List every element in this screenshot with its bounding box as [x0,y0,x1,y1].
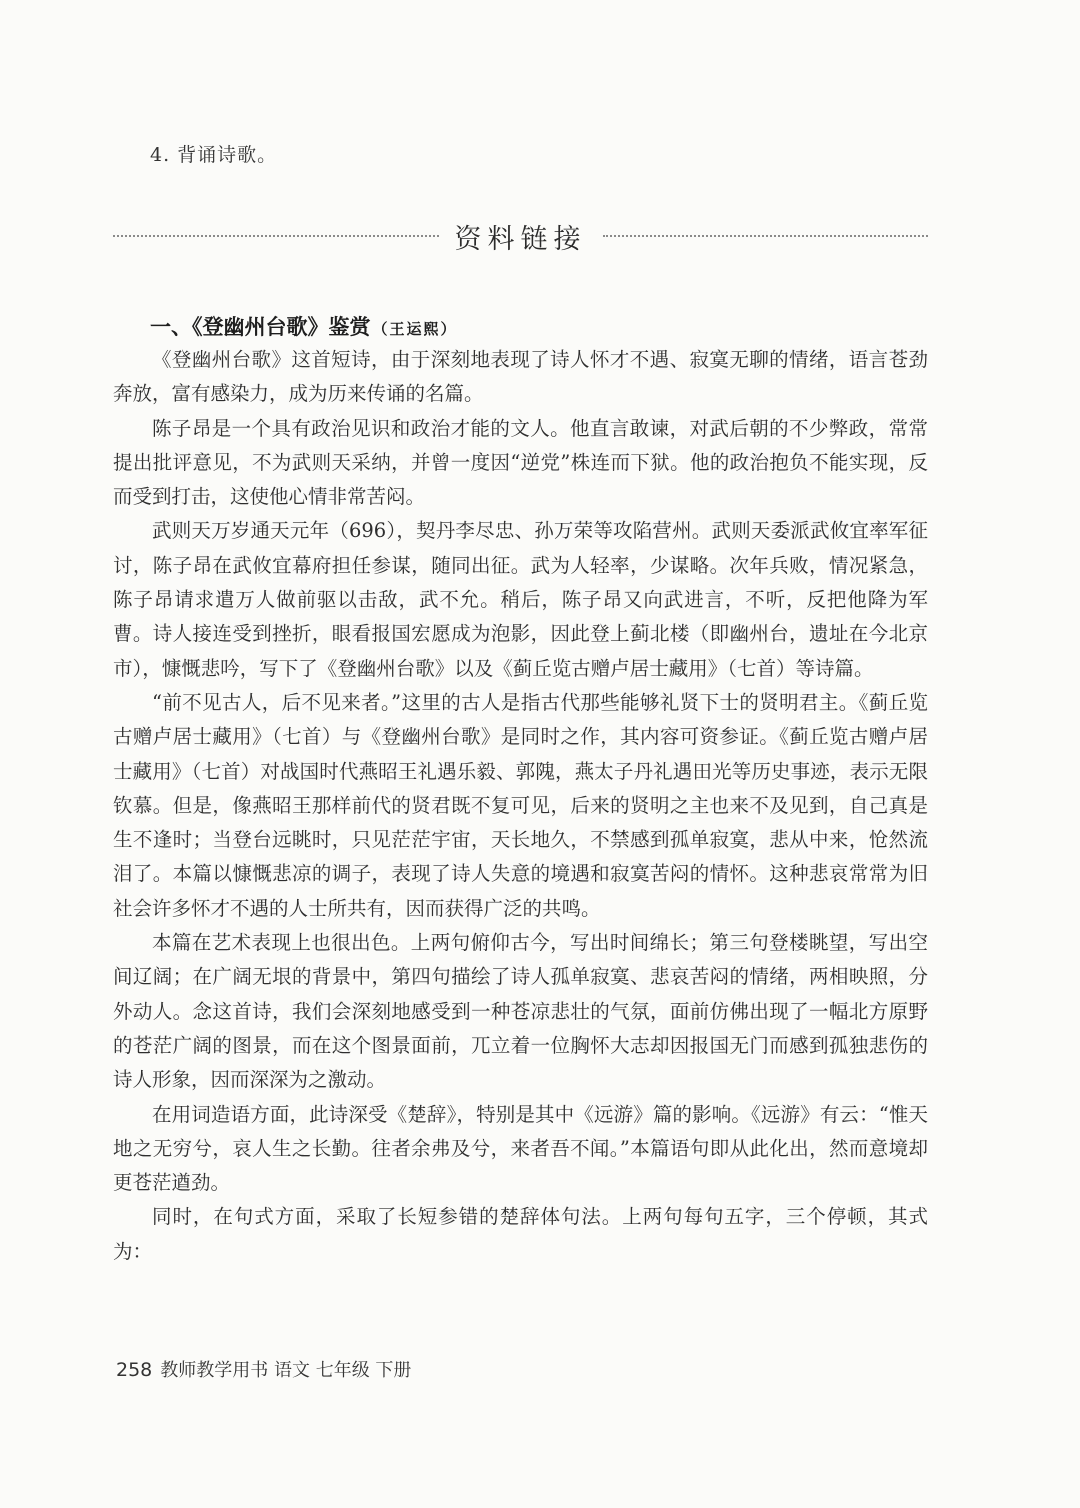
paragraph: 在用词造语方面，此诗深受《楚辞》，特别是其中《远游》篇的影响。《远游》有云：“惟天地之无穷兮，哀人生之长勤。往者余弗及兮，来者吾不闻。”本篇语句即从此化出，然而意境却更苍茫遒劲。 [113,1102,928,1195]
article-body [113,343,928,1269]
article-author: （王运熙） [372,320,458,338]
paragraph: 本篇在艺术表现上也很出色。上两句俯仰古今，写出时间绵长；第三句登楼眺望，写出空间辽阔；在广阔无垠的背景中，第四句描绘了诗人孤单寂寞、悲哀苦闷的情绪，两相映照，分外动人。念这首诗，我们会深刻地感受到一种苍凉悲壮的气氛，面前仿佛出现了一幅北方原野的苍茫广阔的图景，而在这个图景面前，兀立着一位胸怀大志却因报国无门而感到孤独悲伤的诗人形象，因而深深为之激动。 [113,931,928,1092]
section-header [113,214,928,258]
paragraph: 《登幽州台歌》这首短诗，由于深刻地表现了诗人怀才不遇、寂寞无聊的情绪，语言苍劲奔放，富有感染力，成为历来传诵的名篇。 [113,348,928,406]
dotted-divider-left [113,235,439,237]
paragraph: “前不见古人，后不见来者。”这里的古人是指古代那些能够礼贤下士的贤明君主。《蓟丘览古赠卢居士藏用》（七首）与《登幽州台歌》是同时之作，其内容可资参证。《蓟丘览古赠卢居士藏用》（七首）对战国时代燕昭王礼遇乐毅、郭隗，燕太子丹礼遇田光等历史事迹，表示无限钦慕。但是，像燕昭王那样前代的贤君既不复可见，后来的贤明之主也来不及见到，自己真是生不逢时；当登台远眺时，只见茫茫宇宙，天长地久，不禁感到孤单寂寞，悲从中来，怆然流泪了。本篇以慷慨悲凉的调子，表现了诗人失意的境遇和寂寞苦闷的情怀。这种悲哀常常为旧社会许多怀才不遇的人士所共有，因而获得广泛的共鸣。 [113,690,928,920]
article-title: 一、《登幽州台歌》鉴赏 [150,314,371,339]
section-title: 资料链接 [454,223,587,255]
article-heading [150,311,458,341]
paragraph: 同时，在句式方面，采取了长短参错的楚辞体句法。上两句每句五字，三个停顿，其式为： [113,1205,928,1263]
paragraph: 陈子昂是一个具有政治见识和政治才能的文人。他直言敢谏，对武后朝的不少弊政，常常提出批评意见，不为武则天采纳，并曾一度因“逆党”株连而下狱。他的政治抱负不能实现，反而受到打击，这使他心情非常苦闷。 [113,416,928,509]
dotted-divider-right [603,235,929,237]
exercise-item: 4. 背诵诗歌。 [150,144,278,166]
paragraph: 武则天万岁通天元年（696），契丹李尽忠、孙万荣等攻陷营州。武则天委派武攸宜率军征讨，陈子昂在武攸宜幕府担任参谋，随同出征。武为人轻率，少谋略。次年兵败，情况紧急，陈子昂请求遣万人做前驱以击敌，武不允。稍后，陈子昂又向武进言，不听，反把他降为军曹。诗人接连受到挫折，眼看报国宏愿成为泡影，因此登上蓟北楼（即幽州台，遗址在今北京市），慷慨悲吟，写下了《登幽州台歌》以及《蓟丘览古赠卢居士藏用》（七首）等诗篇。 [113,519,928,680]
page-number: 258 [116,1359,153,1381]
book-title: 教师教学用书 语文 七年级 下册 [160,1360,412,1381]
page-footer [116,1356,411,1382]
